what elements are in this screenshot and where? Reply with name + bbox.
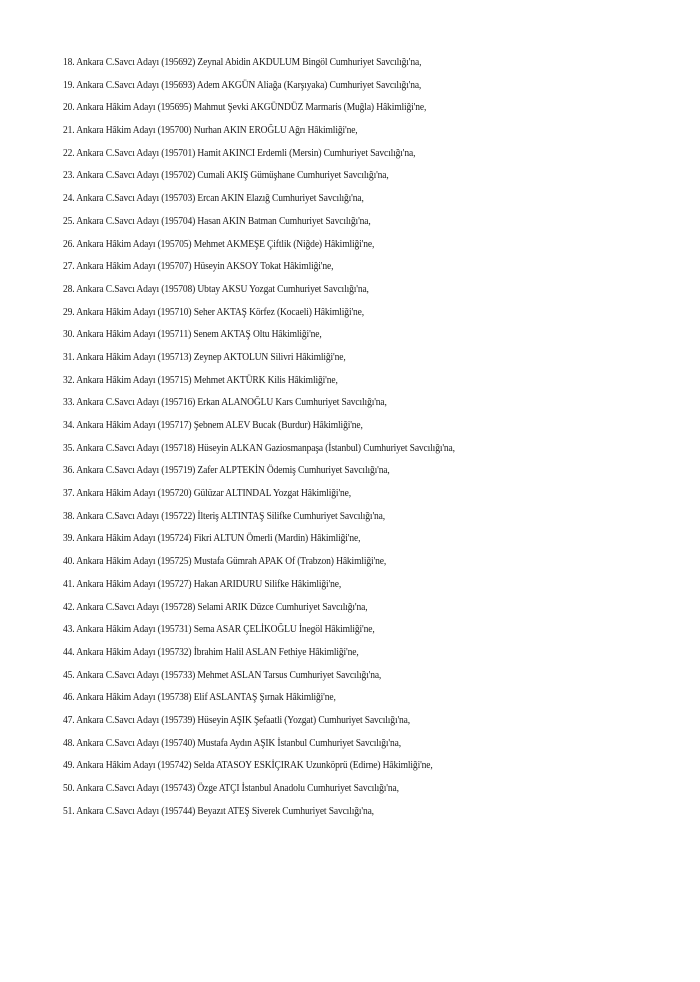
list-item: 31. Ankara Hâkim Adayı (195713) Zeynep AKTOLUN Silivri Hâkimliği'ne, <box>63 351 346 363</box>
list-item: 50. Ankara C.Savcı Adayı (195743) Özge ATÇI İstanbul Anadolu Cumhuriyet Savcılığı'na, <box>63 783 399 794</box>
list-item: 48. Ankara C.Savcı Adayı (195740) Mustafa Aydın AŞIK İstanbul Cumhuriyet Savcılığı'na, <box>63 737 401 749</box>
list-item: 43. Ankara Hâkim Adayı (195731) Sema ASAR ÇELİKOĞLU İnegöl Hâkimliği'ne, <box>63 624 375 636</box>
list-item: 45. Ankara C.Savcı Adayı (195733) Mehmet ASLAN Tarsus Cumhuriyet Savcılığı'na, <box>63 669 382 681</box>
list-item: 34. Ankara Hâkim Adayı (195717) Şebnem ALEV Bucak (Burdur) Hâkimliği'ne, <box>63 420 363 431</box>
list-item: 35. Ankara C.Savcı Adayı (195718) Hüseyin ALKAN Gaziosmanpaşa (İstanbul) Cumhuriyet Savcılığı'na, <box>63 442 455 454</box>
list-item: 51. Ankara C.Savcı Adayı (195744) Beyazıt ATEŞ Siverek Cumhuriyet Savcılığı'na, <box>63 805 374 817</box>
list-item: 49. Ankara Hâkim Adayı (195742) Selda ATASOY ESKİÇIRAK Uzunköprü (Edirne) Hâkimliği'ne, <box>63 760 433 772</box>
list-item: 41. Ankara Hâkim Adayı (195727) Hakan ARIDURU Silifke Hâkimliği'ne, <box>63 578 342 590</box>
list-item: 44. Ankara Hâkim Adayı (195732) İbrahim Halil ASLAN Fethiye Hâkimliği'ne, <box>63 646 359 658</box>
list-item: 29. Ankara Hâkim Adayı (195710) Seher AKTAŞ Körfez (Kocaeli) Hâkimliği'ne, <box>63 306 365 318</box>
list-item: 32. Ankara Hâkim Adayı (195715) Mehmet AKTÜRK Kilis Hâkimliği'ne, <box>63 374 338 386</box>
list-item: 28. Ankara C.Savcı Adayı (195708) Ubtay AKSU Yozgat Cumhuriyet Savcılığı'na, <box>63 283 369 295</box>
list-item: 38. Ankara C.Savcı Adayı (195722) İlteriş ALTINTAŞ Silifke Cumhuriyet Savcılığı'na, <box>63 510 386 522</box>
list-item: 40. Ankara Hâkim Adayı (195725) Mustafa Gümrah APAK Of (Trabzon) Hâkimliği'ne, <box>63 556 387 568</box>
appointment-list <box>63 56 683 827</box>
list-item: 23. Ankara C.Savcı Adayı (195702) Cumali AKIŞ Gümüşhane Cumhuriyet Savcılığı'na, <box>63 170 389 182</box>
list-item: 27. Ankara Hâkim Adayı (195707) Hüseyin AKSOY Tokat Hâkimliği'ne, <box>63 261 334 273</box>
list-item: 30. Ankara Hâkim Adayı (195711) Senem AKTAŞ Oltu Hâkimliği'ne, <box>63 329 322 341</box>
list-item: 20. Ankara Hâkim Adayı (195695) Mahmut Şevki AKGÜNDÜZ Marmaris (Muğla) Hâkimliği'ne, <box>63 102 427 114</box>
list-item: 26. Ankara Hâkim Adayı (195705) Mehmet AKMEŞE Çiftlik (Niğde) Hâkimliği'ne, <box>63 238 375 250</box>
list-item: 42. Ankara C.Savcı Adayı (195728) Selami ARIK Düzce Cumhuriyet Savcılığı'na, <box>63 601 368 613</box>
list-item: 25. Ankara C.Savcı Adayı (195704) Hasan AKIN Batman Cumhuriyet Savcılığı'na, <box>63 215 371 227</box>
list-item: 18. Ankara C.Savcı Adayı (195692) Zeynal Abidin AKDULUM Bingöl Cumhuriyet Savcılığı'na, <box>63 57 422 68</box>
list-item: 46. Ankara Hâkim Adayı (195738) Elif ASLANTAŞ Şırnak Hâkimliği'ne, <box>63 692 336 704</box>
list-item: 19. Ankara C.Savcı Adayı (195693) Adem AKGÜN Aliağa (Karşıyaka) Cumhuriyet Savcılığı'na, <box>63 79 422 91</box>
list-item: 36. Ankara C.Savcı Adayı (195719) Zafer ALPTEKİN Ödemiş Cumhuriyet Savcılığı'na, <box>63 465 390 477</box>
list-item: 22. Ankara C.Savcı Adayı (195701) Hamit AKINCI Erdemli (Mersin) Cumhuriyet Savcılığı'na, <box>63 147 416 159</box>
list-item: 21. Ankara Hâkim Adayı (195700) Nurhan AKIN EROĞLU Ağrı Hâkimliği'ne, <box>63 125 358 137</box>
list-item: 39. Ankara Hâkim Adayı (195724) Fikri ALTUN Ömerli (Mardin) Hâkimliği'ne, <box>63 533 361 545</box>
list-item: 33. Ankara C.Savcı Adayı (195716) Erkan ALANOĞLU Kars Cumhuriyet Savcılığı'na, <box>63 397 387 409</box>
list-item: 37. Ankara Hâkim Adayı (195720) Gülüzar ALTINDAL Yozgat Hâkimliği'ne, <box>63 488 352 500</box>
list-item: 24. Ankara C.Savcı Adayı (195703) Ercan AKIN Elazığ Cumhuriyet Savcılığı'na, <box>63 193 364 205</box>
list-item: 47. Ankara C.Savcı Adayı (195739) Hüseyin AŞIK Şefaatli (Yozgat) Cumhuriyet Savcılığı'na, <box>63 714 411 726</box>
